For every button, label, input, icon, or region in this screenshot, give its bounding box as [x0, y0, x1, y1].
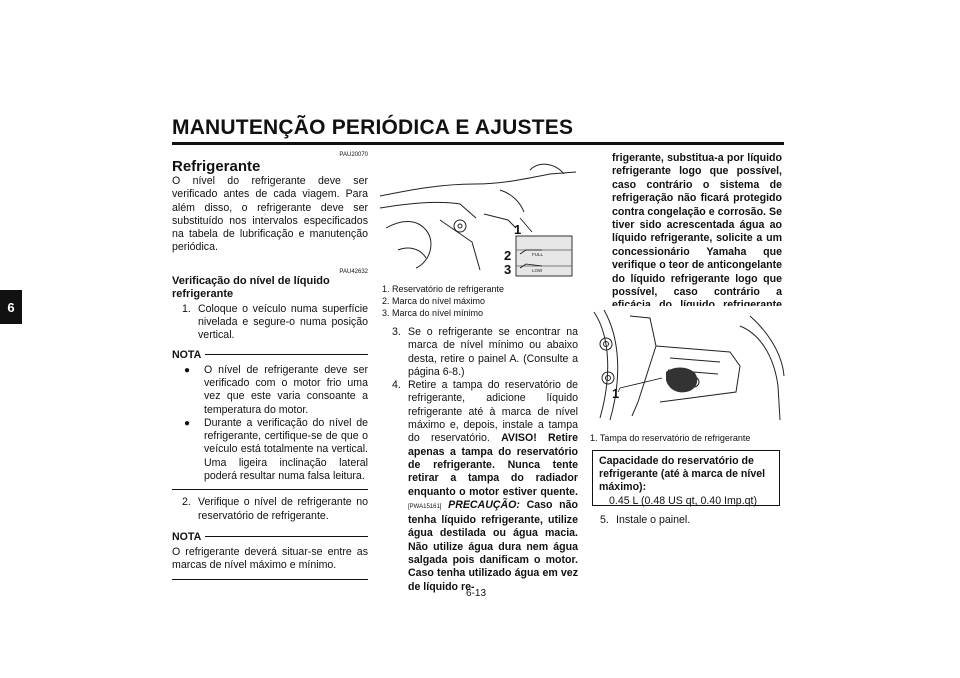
title-rule	[172, 142, 784, 145]
note-header	[172, 531, 368, 543]
caption: 2. Marca do nível máximo	[382, 296, 486, 306]
note-bullet	[172, 417, 368, 483]
caption: 3. Marca do nível mínimo	[382, 308, 484, 318]
cap-figure	[590, 306, 786, 424]
reservoir-figure	[380, 150, 576, 280]
spec-box	[592, 450, 780, 506]
step-number: 5.	[600, 514, 609, 526]
page-number: 6-13	[466, 588, 487, 599]
middle-column	[382, 326, 578, 594]
note-bullet	[172, 364, 368, 417]
caption: 1. Tampa do reservatório de refrigerante	[590, 433, 751, 443]
full-mark: FULL	[532, 252, 544, 257]
chapter-tab: 6	[0, 290, 22, 324]
subsection-heading: Verificação do nível de líquido refrigerante	[172, 274, 330, 300]
step-4	[382, 379, 578, 594]
cap-illustration	[590, 306, 786, 424]
caution-continuation	[612, 152, 782, 328]
warning-code: [PWA15161]	[408, 503, 442, 510]
note-text: O refrigerante deverá situar-se entre as marcas de nível máximo e mínimo.	[172, 545, 368, 572]
step-number: 2.	[182, 496, 191, 509]
intro-paragraph: O nível do refrigerante deve ser verificado antes de cada viagem. Para além disso, o refrigerante deve ser substituído nos intervalos especificados na tabela de lubrificação e manutenção periódica.	[172, 175, 368, 254]
subsection-code: PAU42632	[339, 268, 368, 275]
low-mark: LOW	[532, 268, 543, 273]
step-1	[172, 303, 368, 343]
step-5	[600, 514, 780, 527]
note-label: NOTA	[172, 530, 202, 543]
caution-text: Caso não tenha líquido refrigerante, utilize água destilada ou água macia. Não utilize água dura nem água salgada pois danificam o motor. Caso tenha utilizado água em vez de líquido re-	[408, 498, 578, 593]
caption: 1. Reservatório de refrigerante	[382, 284, 505, 294]
caution-label: PRECAUÇÃO:	[448, 498, 520, 511]
reservoir-illustration	[380, 150, 576, 280]
section-heading: Refrigerante	[172, 158, 261, 175]
spec-title: Capacidade do reservatório de refrigerante (até à marca de nível máximo):	[599, 455, 766, 493]
step-3	[382, 326, 578, 379]
right-column-text	[612, 152, 782, 328]
step-number: 3.	[392, 326, 401, 338]
section-code: PAU20070	[339, 152, 368, 158]
callout-1: 1	[612, 386, 620, 401]
step-text: Instale o painel.	[616, 514, 691, 526]
step-text: Se o refrigerante se encontrar na marca de nível mínimo ou abaixo desta, retire o painel A. (Consulte a página 6-8.)	[408, 326, 578, 378]
bullet-icon: ●	[184, 364, 191, 376]
step-text: Verifique o nível de refrigerante no reservatório de refrigerante.	[198, 496, 368, 522]
caution-continuation-text: frigerante, substitua-a por líquido refrigerante logo que possível, caso contrário o sistema de refrigeração não ficará protegido contra congelação e corrosão. Se tiver sido acrescentada água ao líquido refrigerante, solicite a um concessionário Yamaha que verifique o teor de anticongelante do líquido refrigerante logo que possível, caso contrário a	[612, 152, 782, 299]
step-2	[172, 496, 368, 523]
step-text: Coloque o veículo numa superfície nivelada e segure-o numa posição vertical.	[198, 302, 368, 342]
note-end-rule	[172, 489, 368, 490]
left-column	[172, 152, 368, 580]
note-label: NOTA	[172, 348, 202, 361]
step-text-plain: Retire a tampa do reservatório de refrigerante, adicione líquido refrigerante até à marca de nível máximo e, depois, instale a tampa do reservatório.	[408, 379, 578, 445]
bullet-text: Durante a verificação do nível de refrigerante, certifique-se de que o veículo está totalmente na vertical. Uma ligeira inclinação lateral poderá resultar numa falsa leitura.	[204, 416, 368, 483]
callout-1: 1	[514, 222, 522, 237]
step-text	[408, 379, 578, 594]
bullet-icon: ●	[184, 417, 191, 429]
step-number: 1.	[182, 302, 191, 315]
bullet-text: O nível de refrigerante deve ser verificado com o motor frio uma vez que este varia consoante a temperatura do motor.	[204, 363, 368, 416]
note-header	[172, 349, 368, 361]
warning-text: AVISO! Retire apenas a tampa do reservatório de refrigerante. Nunca tente retirar a tampa do radiador enquanto o motor estiver quente.	[408, 432, 578, 498]
spec-value: 0.45 L (0.48 US qt, 0.40 Imp.qt)	[609, 495, 758, 507]
page-title: MANUTENÇÃO PERIÓDICA E AJUSTES	[172, 116, 574, 139]
callout-2: 2	[504, 248, 512, 263]
note-end-rule	[172, 579, 368, 580]
figure-captions	[382, 283, 582, 319]
step-number: 4.	[392, 379, 401, 392]
callout-3: 3	[504, 262, 512, 277]
